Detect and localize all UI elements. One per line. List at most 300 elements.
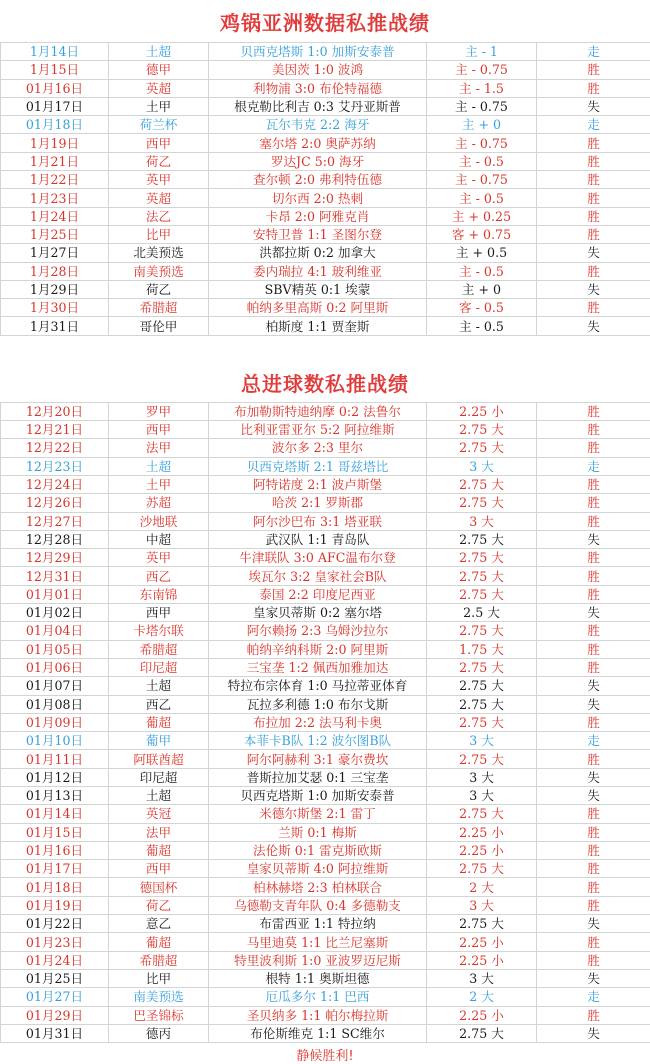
date-cell: 01月07日: [1, 677, 109, 695]
table-row: [1, 805, 650, 823]
league-cell: 南美预选: [109, 262, 209, 280]
match-cell: 泰国 2:2 印度尼西亚: [209, 585, 427, 603]
line-cell: 2 大: [427, 988, 537, 1006]
result-cell: 胜: [537, 475, 650, 493]
line-cell: 主 - 0.5: [427, 317, 537, 335]
table-row: [1, 317, 650, 335]
match-cell: 阿特诺度 2:1 波卢斯堡: [209, 475, 427, 493]
table-row: [1, 244, 650, 262]
line-cell: 2.75 大: [427, 805, 537, 823]
line-cell: 主 - 0.75: [427, 171, 537, 189]
table-row: [1, 457, 650, 475]
league-cell: 巴圣锦标: [109, 1006, 209, 1024]
line-cell: 3 大: [427, 732, 537, 750]
league-cell: 希腊超: [109, 299, 209, 317]
result-cell: 胜: [537, 567, 650, 585]
line-cell: 2.75 大: [427, 677, 537, 695]
match-cell: 比利亚雷亚尔 5:2 阿拉维斯: [209, 421, 427, 439]
date-cell: 1月28日: [1, 262, 109, 280]
league-cell: 阿联酋超: [109, 750, 209, 768]
date-cell: 1月31日: [1, 317, 109, 335]
date-cell: 01月31日: [1, 1024, 109, 1042]
result-cell: 胜: [537, 421, 650, 439]
league-cell: 比甲: [109, 969, 209, 987]
match-cell: 柏林赫塔 2:3 柏林联合: [209, 878, 427, 896]
line-cell: 2.25 小: [427, 402, 537, 420]
match-cell: 厄瓜多尔 1:1 巴西: [209, 988, 427, 1006]
line-cell: 2.25 小: [427, 951, 537, 969]
result-cell: 胜: [537, 402, 650, 420]
date-cell: 1月22日: [1, 171, 109, 189]
match-cell: 兰斯 0:1 梅斯: [209, 823, 427, 841]
match-cell: 布雷西亚 1:1 特拉纳: [209, 915, 427, 933]
table-row: [1, 915, 650, 933]
result-cell: 胜: [537, 823, 650, 841]
line-cell: 2.75 大: [427, 860, 537, 878]
result-cell: 失: [537, 604, 650, 622]
table-row: [1, 402, 650, 420]
league-cell: 土甲: [109, 475, 209, 493]
league-cell: 西甲: [109, 604, 209, 622]
league-cell: 荷乙: [109, 280, 209, 298]
table-row: [1, 732, 650, 750]
league-cell: 土超: [109, 786, 209, 804]
line-cell: 2.75 大: [427, 530, 537, 548]
table-row: [1, 677, 650, 695]
match-cell: 贝西克塔斯 1:0 加斯安泰普: [209, 43, 427, 61]
table-row: [1, 207, 650, 225]
date-cell: 01月24日: [1, 951, 109, 969]
result-cell: 胜: [537, 171, 650, 189]
line-cell: 3 大: [427, 457, 537, 475]
result-cell: 胜: [537, 1006, 650, 1024]
match-cell: 普斯拉加艾瑟 0:1 三宝垄: [209, 768, 427, 786]
match-cell: 查尔顿 2:0 弗利特伍德: [209, 171, 427, 189]
table-row: [1, 841, 650, 859]
table-row: [1, 299, 650, 317]
league-cell: 德甲: [109, 61, 209, 79]
date-cell: 01月12日: [1, 768, 109, 786]
result-cell: 失: [537, 1024, 650, 1042]
result-cell: 胜: [537, 640, 650, 658]
line-cell: 2.75 大: [427, 658, 537, 676]
line-cell: 2.25 小: [427, 1006, 537, 1024]
result-cell: 失: [537, 915, 650, 933]
match-cell: 皇家贝蒂斯 0:2 塞尔塔: [209, 604, 427, 622]
result-cell: 胜: [537, 152, 650, 170]
match-cell: 波尔多 2:3 里尔: [209, 439, 427, 457]
line-cell: 客 - 0.5: [427, 299, 537, 317]
date-cell: 01月08日: [1, 695, 109, 713]
league-cell: 土超: [109, 457, 209, 475]
league-cell: 土超: [109, 677, 209, 695]
match-cell: 哈茨 2:1 罗斯郡: [209, 494, 427, 512]
match-cell: 切尔西 2:0 热刺: [209, 189, 427, 207]
table-row: [1, 439, 650, 457]
result-cell: 胜: [537, 878, 650, 896]
result-cell: 失: [537, 280, 650, 298]
match-cell: 阿尔赖扬 2:3 乌姆沙拉尔: [209, 622, 427, 640]
table-row: [1, 988, 650, 1006]
league-cell: 葡超: [109, 841, 209, 859]
date-cell: 01月27日: [1, 988, 109, 1006]
table-row: [1, 878, 650, 896]
line-cell: 2.75 大: [427, 475, 537, 493]
league-cell: 希腊超: [109, 951, 209, 969]
league-cell: 东南锦: [109, 585, 209, 603]
date-cell: 01月17日: [1, 860, 109, 878]
result-cell: 胜: [537, 439, 650, 457]
table-row: [1, 750, 650, 768]
result-cell: 胜: [537, 207, 650, 225]
result-cell: 胜: [537, 713, 650, 731]
result-cell: 胜: [537, 951, 650, 969]
date-cell: 12月20日: [1, 402, 109, 420]
league-cell: 英甲: [109, 171, 209, 189]
table-row: [1, 152, 650, 170]
match-cell: 根特 1:1 奥斯坦德: [209, 969, 427, 987]
match-cell: 帕纳多里高斯 0:2 阿里斯: [209, 299, 427, 317]
date-cell: 12月23日: [1, 457, 109, 475]
match-cell: 埃瓦尔 3:2 皇家社会B队: [209, 567, 427, 585]
table-row: [1, 530, 650, 548]
date-cell: 12月22日: [1, 439, 109, 457]
result-cell: 走: [537, 732, 650, 750]
match-cell: 特拉布宗体育 1:0 马拉蒂亚体育: [209, 677, 427, 695]
league-cell: 英甲: [109, 549, 209, 567]
section2-table: [0, 402, 650, 1043]
match-cell: 牛津联队 3:0 AFC温布尔登: [209, 549, 427, 567]
table-row: [1, 951, 650, 969]
date-cell: 01月02日: [1, 604, 109, 622]
league-cell: 西乙: [109, 695, 209, 713]
result-cell: 胜: [537, 189, 650, 207]
league-cell: 北美预选: [109, 244, 209, 262]
result-cell: 胜: [537, 299, 650, 317]
date-cell: 01月09日: [1, 713, 109, 731]
league-cell: 印尼超: [109, 768, 209, 786]
result-cell: 胜: [537, 622, 650, 640]
match-cell: 塞尔塔 2:0 奥萨苏纳: [209, 134, 427, 152]
date-cell: 01月11日: [1, 750, 109, 768]
result-cell: 胜: [537, 805, 650, 823]
line-cell: 3 大: [427, 786, 537, 804]
date-cell: 01月10日: [1, 732, 109, 750]
result-cell: 胜: [537, 933, 650, 951]
league-cell: 哥伦甲: [109, 317, 209, 335]
date-cell: 01月16日: [1, 79, 109, 97]
table-row: [1, 786, 650, 804]
table-row: [1, 969, 650, 987]
table-row: [1, 61, 650, 79]
match-cell: 三宝垄 1:2 佩西加雅加达: [209, 658, 427, 676]
league-cell: 荷乙: [109, 152, 209, 170]
table-row: [1, 43, 650, 61]
result-cell: 失: [537, 695, 650, 713]
league-cell: 德国杯: [109, 878, 209, 896]
date-cell: 01月01日: [1, 585, 109, 603]
table-row: [1, 549, 650, 567]
date-cell: 01月18日: [1, 878, 109, 896]
match-cell: 特里波利斯 1:0 亚波罗迈尼斯: [209, 951, 427, 969]
result-cell: 失: [537, 969, 650, 987]
line-cell: 2.75 大: [427, 549, 537, 567]
line-cell: 主 - 0.5: [427, 189, 537, 207]
table-row: [1, 116, 650, 134]
table-row: [1, 79, 650, 97]
match-cell: 本菲卡B队 1:2 波尔图B队: [209, 732, 427, 750]
match-cell: 安特卫普 1:1 圣图尔登: [209, 225, 427, 243]
date-cell: 01月18日: [1, 116, 109, 134]
line-cell: 2.25 小: [427, 823, 537, 841]
line-cell: 主 - 0.75: [427, 97, 537, 115]
table-row: [1, 604, 650, 622]
date-cell: 1月24日: [1, 207, 109, 225]
table-row: [1, 713, 650, 731]
table-row: [1, 622, 650, 640]
league-cell: 德丙: [109, 1024, 209, 1042]
match-cell: 布伦斯维克 1:1 SC维尔: [209, 1024, 427, 1042]
line-cell: 主 - 0.75: [427, 134, 537, 152]
result-cell: 胜: [537, 860, 650, 878]
line-cell: 2.75 大: [427, 439, 537, 457]
league-cell: 苏超: [109, 494, 209, 512]
table-row: [1, 280, 650, 298]
league-cell: 法甲: [109, 823, 209, 841]
league-cell: 土甲: [109, 97, 209, 115]
result-cell: 胜: [537, 549, 650, 567]
date-cell: 12月27日: [1, 512, 109, 530]
table-row: [1, 695, 650, 713]
date-cell: 12月21日: [1, 421, 109, 439]
table-row: [1, 262, 650, 280]
line-cell: 主 + 0: [427, 116, 537, 134]
date-cell: 01月04日: [1, 622, 109, 640]
match-cell: 根克勒比利吉 0:3 艾丹亚斯普: [209, 97, 427, 115]
line-cell: 2.5 大: [427, 604, 537, 622]
league-cell: 葡甲: [109, 732, 209, 750]
match-cell: 柏斯度 1:1 贾奎斯: [209, 317, 427, 335]
date-cell: 1月15日: [1, 61, 109, 79]
table-row: [1, 225, 650, 243]
line-cell: 2.75 大: [427, 622, 537, 640]
result-cell: 走: [537, 116, 650, 134]
match-cell: 美因茨 1:0 波鸿: [209, 61, 427, 79]
league-cell: 荷兰杯: [109, 116, 209, 134]
league-cell: 西乙: [109, 567, 209, 585]
line-cell: 2.25 小: [427, 841, 537, 859]
result-cell: 胜: [537, 750, 650, 768]
table-row: [1, 768, 650, 786]
section-gap: [0, 336, 650, 364]
league-cell: 土超: [109, 43, 209, 61]
table-row: [1, 494, 650, 512]
line-cell: 主 - 0.75: [427, 61, 537, 79]
line-cell: 2.75 大: [427, 750, 537, 768]
table-row: [1, 421, 650, 439]
line-cell: 2.75 大: [427, 421, 537, 439]
table-row: [1, 171, 650, 189]
league-cell: 西甲: [109, 860, 209, 878]
table-row: [1, 585, 650, 603]
league-cell: 罗甲: [109, 402, 209, 420]
result-cell: 胜: [537, 262, 650, 280]
line-cell: 1.75 大: [427, 640, 537, 658]
date-cell: 1月25日: [1, 225, 109, 243]
league-cell: 卡塔尔联: [109, 622, 209, 640]
line-cell: 2.75 大: [427, 494, 537, 512]
result-cell: 胜: [537, 61, 650, 79]
league-cell: 葡超: [109, 713, 209, 731]
line-cell: 2.75 大: [427, 713, 537, 731]
match-cell: 乌德勒支青年队 0:4 多德勒支: [209, 896, 427, 914]
result-cell: 胜: [537, 896, 650, 914]
line-cell: 2.75 大: [427, 695, 537, 713]
result-cell: 胜: [537, 134, 650, 152]
table-row: [1, 860, 650, 878]
table-row: [1, 189, 650, 207]
match-cell: 洪都拉斯 0:2 加拿大: [209, 244, 427, 262]
result-cell: 走: [537, 457, 650, 475]
date-cell: 12月24日: [1, 475, 109, 493]
table-row: [1, 1024, 650, 1042]
date-cell: 01月14日: [1, 805, 109, 823]
line-cell: 主 - 1: [427, 43, 537, 61]
league-cell: 英超: [109, 79, 209, 97]
line-cell: 3 大: [427, 969, 537, 987]
result-cell: 失: [537, 677, 650, 695]
date-cell: 01月23日: [1, 933, 109, 951]
line-cell: 主 - 0.5: [427, 262, 537, 280]
line-cell: 3 大: [427, 512, 537, 530]
date-cell: 01月29日: [1, 1006, 109, 1024]
result-cell: 走: [537, 43, 650, 61]
table-row: [1, 134, 650, 152]
match-cell: 卡昂 2:0 阿雅克肖: [209, 207, 427, 225]
table-row: [1, 823, 650, 841]
match-cell: SBV精英 0:1 埃蒙: [209, 280, 427, 298]
league-cell: 英冠: [109, 805, 209, 823]
result-cell: 走: [537, 988, 650, 1006]
line-cell: 2 大: [427, 878, 537, 896]
table-row: [1, 567, 650, 585]
date-cell: 01月13日: [1, 786, 109, 804]
date-cell: 01月25日: [1, 969, 109, 987]
date-cell: 1月19日: [1, 134, 109, 152]
league-cell: 法甲: [109, 439, 209, 457]
league-cell: 西甲: [109, 134, 209, 152]
date-cell: 01月17日: [1, 97, 109, 115]
match-cell: 贝西克塔斯 1:0 加斯安泰普: [209, 786, 427, 804]
date-cell: 1月29日: [1, 280, 109, 298]
result-cell: 胜: [537, 494, 650, 512]
table-row: [1, 896, 650, 914]
line-cell: 主 + 0: [427, 280, 537, 298]
league-cell: 中超: [109, 530, 209, 548]
result-cell: 失: [537, 317, 650, 335]
result-cell: 胜: [537, 512, 650, 530]
result-cell: 失: [537, 530, 650, 548]
match-cell: 贝西克塔斯 2:1 哥兹塔比: [209, 457, 427, 475]
match-cell: 武汉队 1:1 青岛队: [209, 530, 427, 548]
date-cell: 01月15日: [1, 823, 109, 841]
line-cell: 2.75 大: [427, 585, 537, 603]
league-cell: 荷乙: [109, 896, 209, 914]
league-cell: 葡超: [109, 933, 209, 951]
date-cell: 12月28日: [1, 530, 109, 548]
match-cell: 罗达JC 5:0 海牙: [209, 152, 427, 170]
result-cell: 胜: [537, 79, 650, 97]
result-cell: 胜: [537, 225, 650, 243]
date-cell: 1月14日: [1, 43, 109, 61]
match-cell: 瓦拉多利德 1:0 布尔戈斯: [209, 695, 427, 713]
match-cell: 布拉加 2:2 法马利卡奥: [209, 713, 427, 731]
result-cell: 胜: [537, 658, 650, 676]
date-cell: 1月30日: [1, 299, 109, 317]
date-cell: 01月22日: [1, 915, 109, 933]
date-cell: 01月05日: [1, 640, 109, 658]
match-cell: 阿尔沙巴布 3:1 塔亚联: [209, 512, 427, 530]
match-cell: 利物浦 3:0 布伦特福德: [209, 79, 427, 97]
table-row: [1, 933, 650, 951]
line-cell: 2.75 大: [427, 915, 537, 933]
footer-slogan: 静候胜利!: [0, 1045, 650, 1064]
line-cell: 2.25 小: [427, 933, 537, 951]
league-cell: 沙地联: [109, 512, 209, 530]
match-cell: 帕纳辛纳科斯 2:0 阿里斯: [209, 640, 427, 658]
match-cell: 瓦尔韦克 2:2 海牙: [209, 116, 427, 134]
result-cell: 胜: [537, 585, 650, 603]
line-cell: 主 - 0.5: [427, 152, 537, 170]
date-cell: 1月21日: [1, 152, 109, 170]
league-cell: 意乙: [109, 915, 209, 933]
league-cell: 比甲: [109, 225, 209, 243]
line-cell: 客 + 0.75: [427, 225, 537, 243]
line-cell: 2.75 大: [427, 567, 537, 585]
match-cell: 马里迪莫 1:1 比兰尼塞斯: [209, 933, 427, 951]
match-cell: 米德尔斯堡 2:1 雷丁: [209, 805, 427, 823]
line-cell: 主 + 0.5: [427, 244, 537, 262]
league-cell: 南美预选: [109, 988, 209, 1006]
table-row: [1, 475, 650, 493]
date-cell: 12月26日: [1, 494, 109, 512]
line-cell: 3 大: [427, 896, 537, 914]
league-cell: 英超: [109, 189, 209, 207]
date-cell: 01月06日: [1, 658, 109, 676]
table-row: [1, 97, 650, 115]
date-cell: 01月16日: [1, 841, 109, 859]
league-cell: 法乙: [109, 207, 209, 225]
result-cell: 失: [537, 244, 650, 262]
result-cell: 失: [537, 768, 650, 786]
section1-title: 鸡锅亚洲数据私推战绩: [0, 0, 650, 42]
result-cell: 失: [537, 786, 650, 804]
match-cell: 委内瑞拉 4:1 玻利维亚: [209, 262, 427, 280]
league-cell: 西甲: [109, 421, 209, 439]
result-cell: 胜: [537, 841, 650, 859]
match-cell: 阿尔阿赫利 3:1 豪尔费坎: [209, 750, 427, 768]
date-cell: 12月31日: [1, 567, 109, 585]
match-cell: 法伦斯 0:1 雷克斯欧斯: [209, 841, 427, 859]
section2-title: 总进球数私推战绩: [0, 364, 650, 402]
table-row: [1, 512, 650, 530]
table-row: [1, 1006, 650, 1024]
line-cell: 主 - 1.5: [427, 79, 537, 97]
league-cell: 印尼超: [109, 658, 209, 676]
result-cell: 失: [537, 97, 650, 115]
date-cell: 1月23日: [1, 189, 109, 207]
date-cell: 12月29日: [1, 549, 109, 567]
